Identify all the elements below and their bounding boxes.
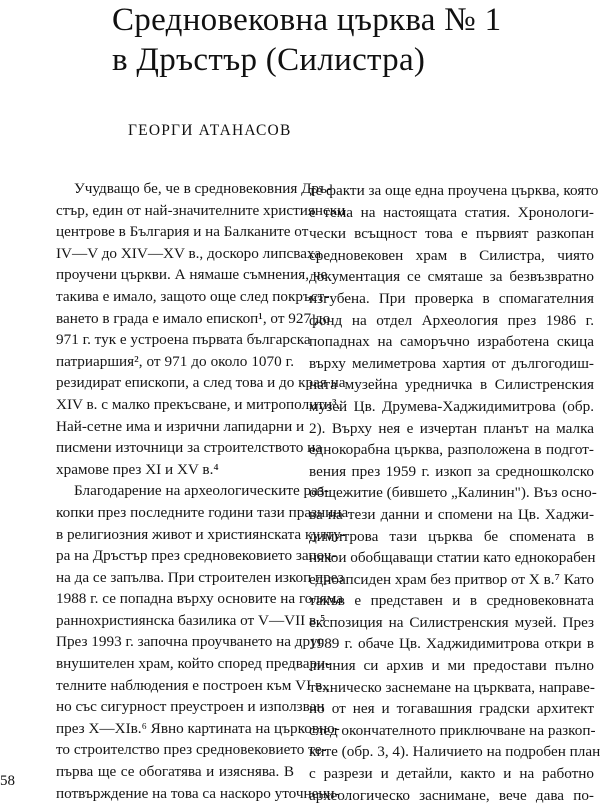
- text-line: 1989 г. обаче Цв. Хаджидимитрова откри в: [309, 635, 594, 653]
- text-line: патриаршия², от 971 до около 1070 г.: [56, 352, 294, 370]
- text-line: върху мелиметрова хартия от дългогодиш-: [309, 354, 594, 372]
- text-line: резидират епископи, а след това и до края на: [56, 374, 346, 392]
- text-line: Благодарение на археологическите раз-: [74, 482, 329, 500]
- text-line: IV—V до XIV—XV в., доскоро липсваха: [56, 244, 322, 262]
- text-line: едноапсиден храм без притвор от X в.⁷ Като: [309, 570, 595, 588]
- text-line: еднокорабна църква, разположена в подгот-: [309, 441, 594, 459]
- left-text-column: [56, 178, 349, 804]
- text-line: техническо заснемане на църквата, направе-: [309, 678, 595, 696]
- text-line: първа ще се обогатява и изяснява. В: [56, 763, 294, 781]
- title-line-2: в Дръстър (Силистра): [112, 42, 426, 78]
- text-line: През 1993 г. започна проучването на друг: [56, 633, 324, 651]
- text-line: Учудващо бе, че в средновековния Дръ-: [74, 180, 332, 197]
- text-line: телните наблюдения е построен към VI в.,: [56, 676, 330, 694]
- text-line: ра на Дръстър през средновековието започ-: [56, 547, 337, 565]
- text-line: но от нея и тогавашния градски архитект: [309, 700, 594, 718]
- text-line: след окончателното приключване на разкоп-: [309, 721, 596, 739]
- text-line: средновековен храм в Силистра, чиято: [309, 246, 594, 264]
- article-title: [112, 0, 582, 80]
- text-line: изгубена. При проверка в спомагателния: [309, 289, 594, 307]
- text-line: попаднах на саморъчно изработена скица: [309, 333, 594, 351]
- text-line: на да се запълва. При строителен изкоп през: [56, 568, 344, 586]
- text-line: то строителство през средновековието те-: [56, 741, 327, 759]
- page-number: 58: [0, 773, 15, 789]
- text-line: общежитие (бившето „Калинин"). Въз осно-: [309, 484, 597, 502]
- text-line: писмени източници за строителството на: [56, 439, 323, 457]
- text-line: някои обобщаващи статии като еднокорабен: [309, 549, 596, 567]
- text-line: центрове в България и на Балканите от: [56, 223, 309, 241]
- text-line: такъв е представен и в средновековната: [309, 592, 594, 610]
- text-line: храмове през XI и XV в.⁴: [56, 460, 219, 478]
- text-line: чески всъщност това е първият разкопан: [309, 225, 594, 243]
- text-line: документация се смяташе за безвъзвратно: [309, 268, 594, 286]
- title-line-1: Средновековна църква № 1: [112, 2, 502, 38]
- text-line: раннохристиянска базилика от V—VII в.⁵: [56, 611, 326, 629]
- text-line: вения през 1959 г. изкоп за средношколско: [309, 462, 594, 480]
- text-line: XIV в. с малко прекъсване, и митрополити³.: [56, 395, 341, 413]
- text-line: потвърждение на това са наскоро уточнени-: [56, 784, 340, 802]
- text-line: е тема на настоящата статия. Хронологи-: [309, 203, 594, 221]
- author-name: ГЕОРГИ АТАНАСОВ: [128, 122, 292, 139]
- text-line: Най-сетне има и изрични лапидарни и: [56, 417, 305, 435]
- text-line: внушителен храм, който според предвари-: [56, 655, 331, 673]
- text-line: те факти за още една проучена църква, която: [309, 182, 599, 199]
- text-line: 971 г. тук е устроена първата българска: [56, 331, 311, 349]
- text-line: личния си архив и ми предостави пълно: [309, 657, 594, 675]
- text-line: с разрези и детайли, както и на работно: [309, 765, 594, 783]
- text-line: димитрова тази църква бе спомената в: [309, 527, 594, 545]
- text-line: но със сигурност преустроен и използван: [56, 698, 325, 716]
- text-line: фонд на отдел Археология през 1986 г.: [309, 311, 594, 329]
- text-line: експозиция на Силистренския музей. През: [309, 613, 594, 631]
- text-line: в религиозния живот и християнската култу-: [56, 525, 346, 543]
- right-text-column: [309, 180, 600, 806]
- text-line: 1988 г. се попадна върху основите на голяма: [56, 590, 344, 608]
- text-line: такива е имало, защото още след покръст-: [56, 287, 330, 305]
- text-line: проучени църкви. А нямаше съмнения, че: [56, 266, 328, 284]
- text-line: ките (обр. 3, 4). Наличието на подробен план: [309, 743, 600, 761]
- text-line: ва на тези данни и спомени на Цв. Хаджи-: [309, 505, 594, 523]
- text-line: през X—XIв.⁶ Явно картината на църковно-: [56, 719, 340, 737]
- text-line: археологическо заснимане, вече дава по-: [309, 786, 594, 804]
- text-line: копки през последните години тази празнина: [56, 503, 349, 521]
- text-line: 2). Върху нея е изчертан планът на малка: [309, 419, 594, 437]
- text-line: стър, един от най-значителните християнски: [56, 201, 346, 219]
- text-line: музей Цв. Друмева-Хаджидимитрова (обр.: [309, 397, 594, 415]
- text-line: ването в града е имало епископ¹, от 927 до: [56, 309, 331, 327]
- text-line: ната музейна уредничка в Силистренския: [309, 376, 594, 394]
